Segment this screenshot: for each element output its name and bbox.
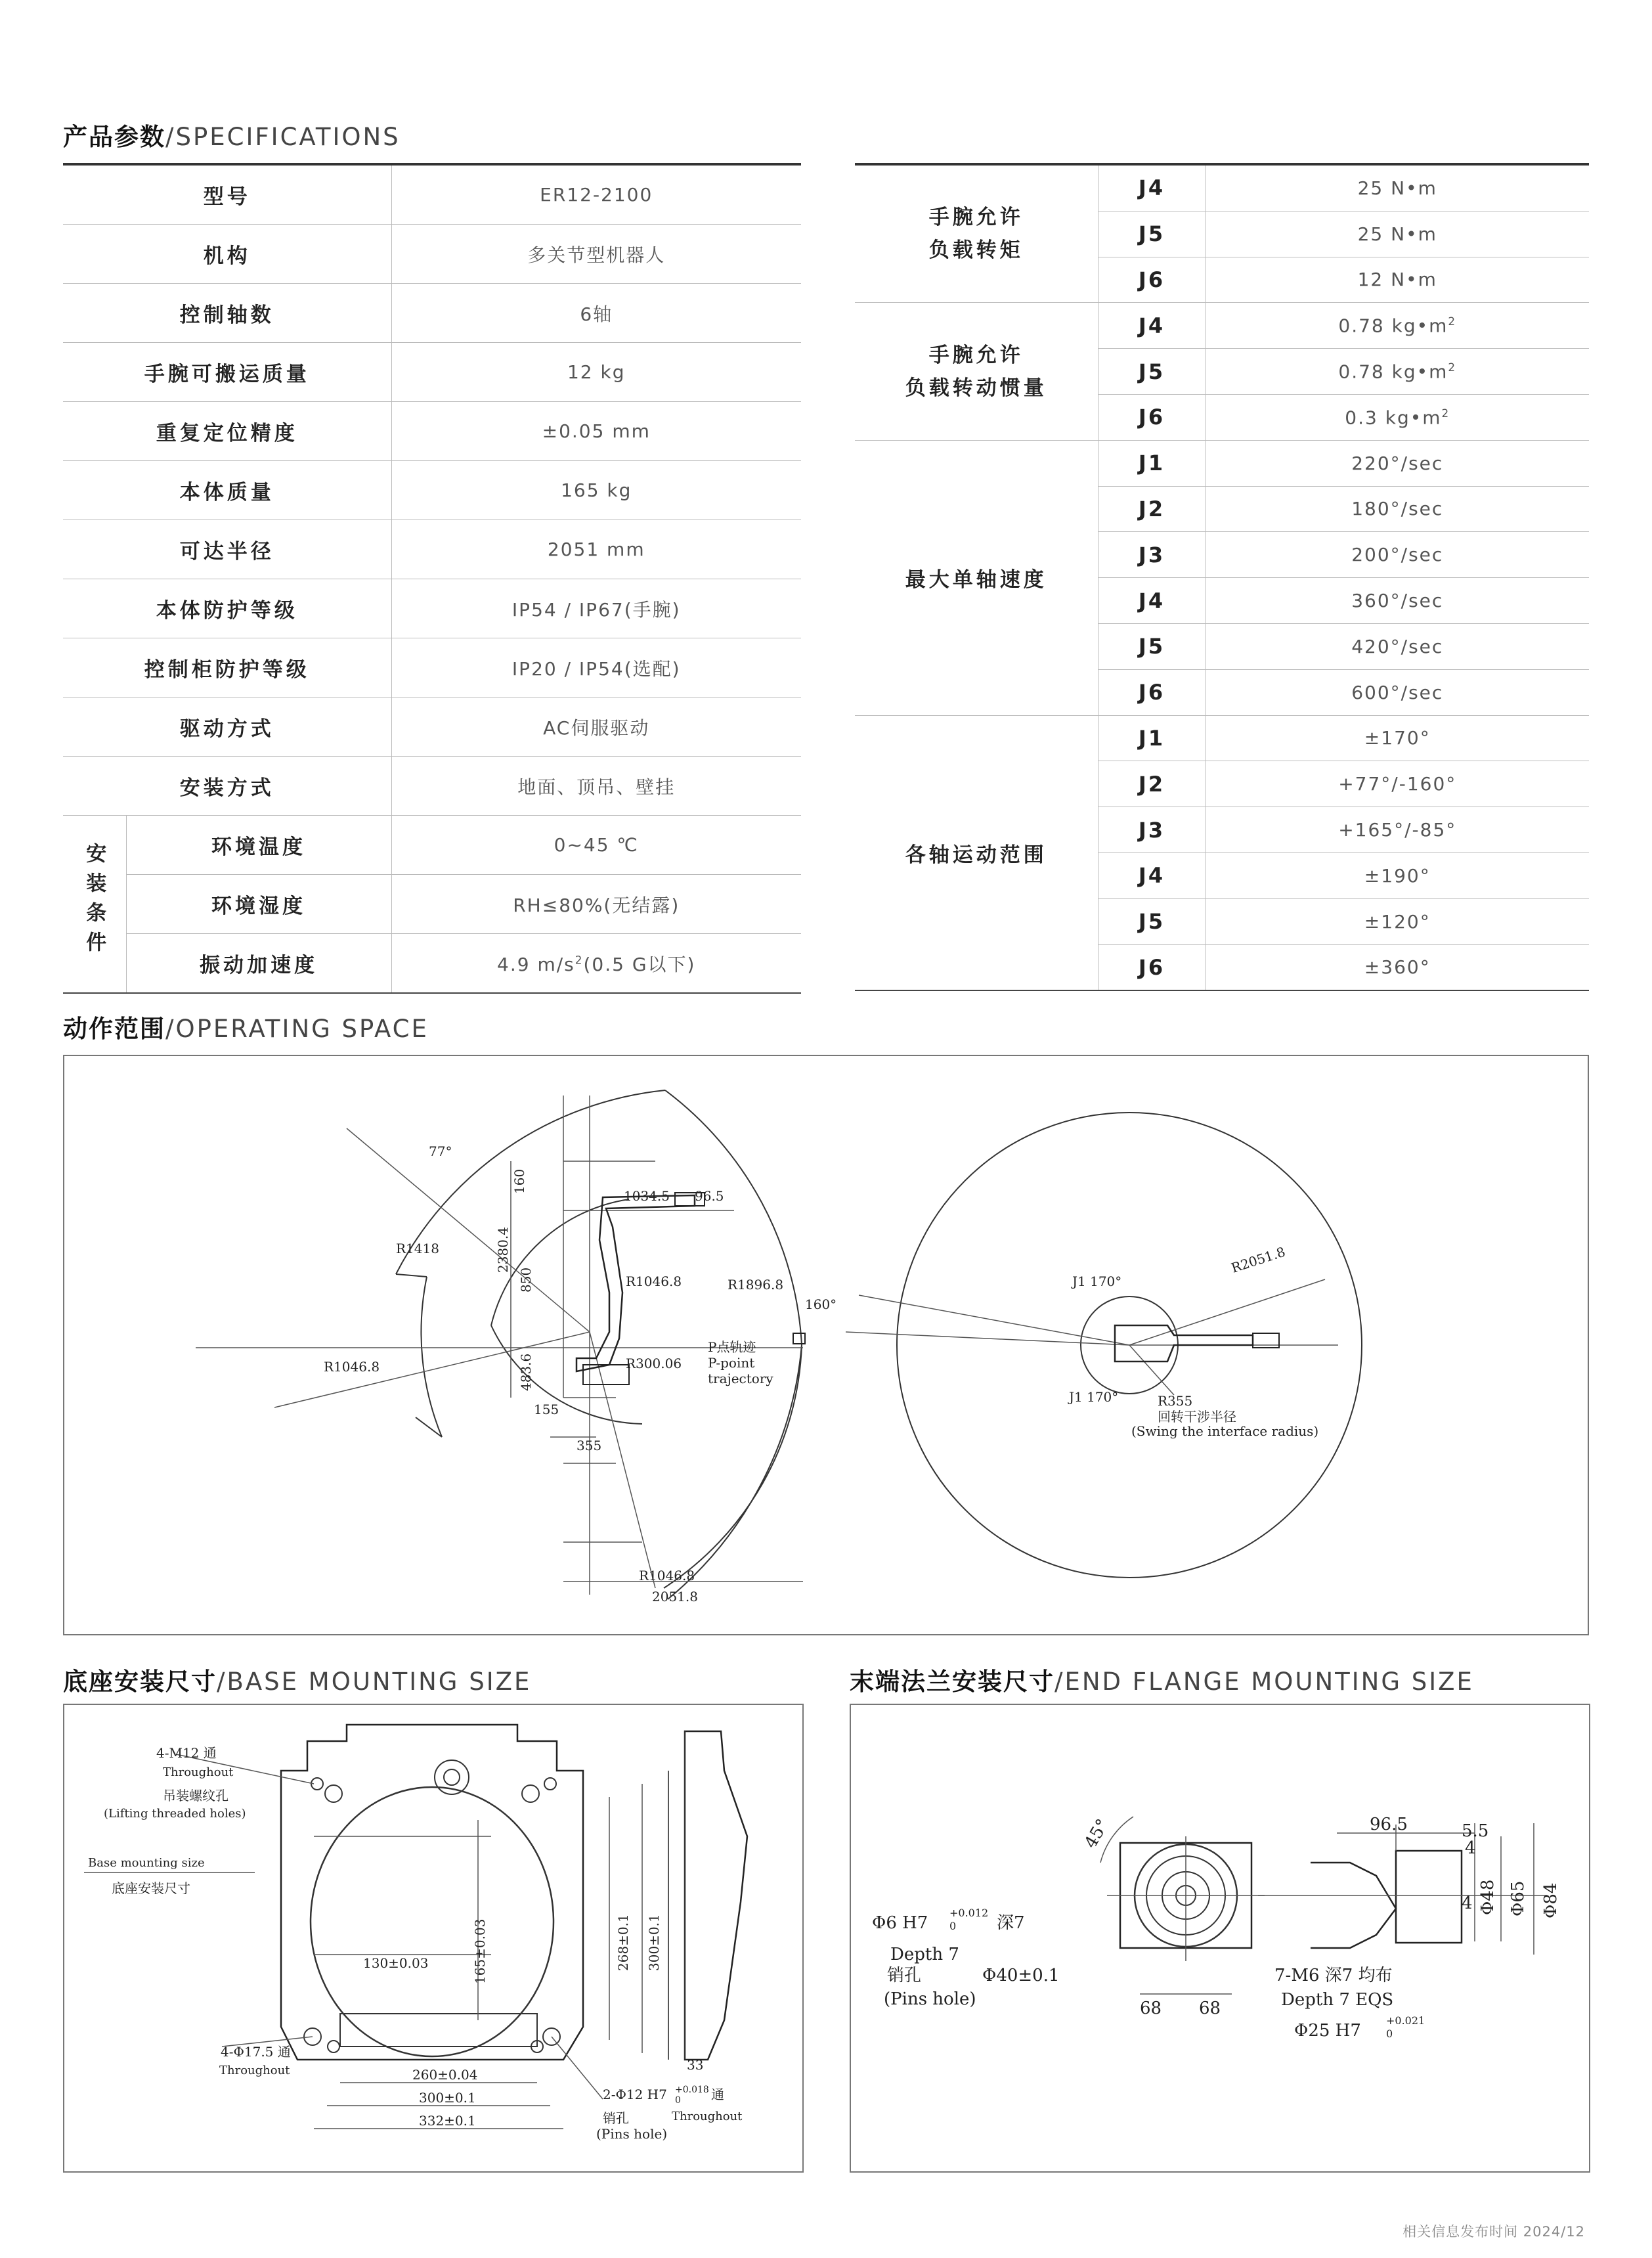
joint-value: ±190°: [1206, 852, 1589, 898]
base-drawing: [64, 1705, 802, 2171]
spec-value-post: (0.5 G以下): [583, 953, 696, 975]
inertia-label-1: 手腕允许: [928, 343, 1024, 367]
label-pin-cn: 销孔: [603, 2110, 629, 2126]
label-phi48: Φ48: [1478, 1879, 1498, 1915]
joint-value-text: 0.78 kg•m: [1338, 315, 1448, 337]
label-r1896: R1896.8: [728, 1277, 784, 1293]
spec-label: 本体质量: [63, 461, 391, 520]
joint-value: [1206, 303, 1589, 349]
inertia-group: [855, 303, 1098, 440]
base-frame: [63, 1704, 804, 2173]
spec-label: 手腕可搬运质量: [63, 343, 391, 402]
flange-title-en: /END FLANGE MOUNTING SIZE: [1054, 1668, 1474, 1696]
label-r300: R300.06: [626, 1356, 682, 1371]
spec-label: 振动加速度: [126, 934, 391, 994]
spec-value: IP20 / IP54(选配): [391, 638, 801, 697]
operating-title-en: /OPERATING SPACE: [165, 1015, 429, 1043]
label-phi25-tol-up: +0.021: [1386, 2014, 1425, 2027]
operating-title: [63, 1009, 429, 1044]
label-d55: 5.5: [1462, 1821, 1489, 1841]
spec-label: 环境温度: [126, 816, 391, 875]
base-title-cn: 底座安装尺寸: [63, 1668, 217, 1696]
spec-row: [63, 402, 801, 461]
spec-row: [63, 579, 801, 638]
label-phi6: Φ6 H7: [872, 1913, 928, 1933]
spec-label: 重复定位精度: [63, 402, 391, 461]
joint-id: J1: [1098, 715, 1206, 761]
spec-label: 驱动方式: [63, 697, 391, 757]
spec-row: [63, 757, 801, 816]
spec-row: [63, 461, 801, 520]
joint-id: J6: [1098, 257, 1206, 303]
joint-id: J4: [1098, 578, 1206, 624]
label-angle45: 45°: [1081, 1815, 1114, 1852]
label-r1046c: R1046.8: [639, 1568, 695, 1583]
specs-title-cn: 产品参数: [63, 123, 165, 151]
joint-id: J2: [1098, 761, 1206, 807]
label-d4a: 4: [1465, 1838, 1476, 1858]
joint-value: +165°/-85°: [1206, 807, 1589, 853]
flange-title: [850, 1662, 1474, 1697]
label-j1-bot: J1 170°: [1069, 1389, 1119, 1405]
label-r355: R355: [1158, 1393, 1193, 1409]
joint-value: 360°/sec: [1206, 578, 1589, 624]
label-d96: 96.5: [695, 1188, 724, 1204]
label-phi25-tol-lo: 0: [1386, 2027, 1393, 2040]
torque-label-1: 手腕允许: [928, 206, 1024, 230]
label-swing-en: (Swing the interface radius): [1131, 1423, 1319, 1439]
spec-row: [63, 284, 801, 343]
label-phi175: 4-Φ17.5 通: [221, 2044, 291, 2060]
label-d300h: 300±0.1: [419, 2090, 476, 2106]
joint-id: J6: [1098, 669, 1206, 715]
joint-value: [1206, 394, 1589, 440]
label-pin-en: (Pins hole): [596, 2126, 668, 2142]
label-p-cn: P点轨迹: [708, 1339, 756, 1355]
label-angle77: 77°: [429, 1143, 452, 1159]
label-m12: 4-M12 通: [156, 1745, 217, 1761]
spec-row: [63, 816, 801, 875]
spec-value: 2051 mm: [391, 520, 801, 579]
side-view-lines: [196, 1090, 1362, 1599]
operating-title-cn: 动作范围: [63, 1015, 165, 1043]
label-phi6-tol-lo: 0: [949, 1920, 957, 1932]
label-bms-en: Base mounting size: [88, 1856, 205, 1870]
spec-label: 控制轴数: [63, 284, 391, 343]
joint-value: 180°/sec: [1206, 486, 1589, 532]
joint-value: ±120°: [1206, 898, 1589, 944]
label-phi6-tol-up: +0.012: [949, 1907, 989, 1919]
joint-id: J5: [1098, 623, 1206, 669]
label-phi40: Φ40±0.1: [982, 1966, 1060, 1985]
label-j1-top: J1 170°: [1072, 1273, 1122, 1289]
joint-value: 200°/sec: [1206, 532, 1589, 578]
joint-id: J4: [1098, 166, 1206, 211]
spec-value: ER12-2100: [391, 166, 801, 225]
joint-id: J3: [1098, 532, 1206, 578]
label-d33: 33: [687, 2057, 704, 2073]
label-d260: 260±0.04: [412, 2067, 478, 2083]
joint-id: J5: [1098, 898, 1206, 944]
spec-label: 本体防护等级: [63, 579, 391, 638]
label-d483: 483.6: [518, 1353, 534, 1391]
flange-title-cn: 末端法兰安装尺寸: [850, 1668, 1054, 1696]
base-title-en: /BASE MOUNTING SIZE: [217, 1668, 532, 1696]
joint-value: ±170°: [1206, 715, 1589, 761]
joint-value-text: 0.3 kg•m: [1345, 407, 1442, 429]
label-d965: 96.5: [1370, 1815, 1408, 1834]
joint-id: J5: [1098, 211, 1206, 257]
joint-value: 25 N•m: [1206, 166, 1589, 211]
joint-id: J6: [1098, 394, 1206, 440]
label-phi84: Φ84: [1541, 1882, 1561, 1918]
joint-value: 600°/sec: [1206, 669, 1589, 715]
label-p-en1: P-point: [708, 1355, 755, 1371]
label-r2051: R2051.8: [1229, 1243, 1288, 1276]
label-d300v: 300±0.1: [646, 1914, 662, 1971]
joint-value: 25 N•m: [1206, 211, 1589, 257]
spec-row: [63, 875, 801, 934]
label-phi12-tol-lo: 0: [675, 2095, 681, 2106]
spec-label: 安装方式: [63, 757, 391, 816]
flange-frame: [850, 1704, 1590, 2173]
torque-group: [855, 166, 1098, 303]
joint-id: J2: [1098, 486, 1206, 532]
inertia-label-2: 负载转动惯量: [905, 376, 1047, 400]
top-view-labels: [1068, 1244, 1318, 1439]
flange-drawing: [851, 1705, 1589, 2171]
label-pin-cn: 销孔: [887, 1966, 922, 1985]
speed-group: 最大单轴速度: [855, 440, 1098, 715]
label-phi6-deep: 深7: [997, 1913, 1025, 1933]
specs-title: [63, 117, 401, 152]
joint-value-sup: 2: [1448, 360, 1457, 374]
label-depth7: Depth 7: [890, 1945, 959, 1964]
spec-value: 0~45 ℃: [391, 816, 801, 875]
label-d68a: 68: [1140, 1999, 1162, 2018]
spec-value: 地面、顶吊、壁挂: [391, 757, 801, 816]
label-d160: 160: [511, 1168, 527, 1194]
label-phi12: 2-Φ12 H7: [603, 2087, 667, 2102]
spec-value-pre: 4.9 m/s: [497, 953, 575, 975]
label-d1034: 1034.5: [624, 1188, 670, 1204]
joint-id: J5: [1098, 349, 1206, 395]
label-d2051: 2051.8: [652, 1589, 698, 1605]
joint-value: [1206, 349, 1589, 395]
operating-drawing: [64, 1056, 1588, 1634]
label-r1046b: R1046.8: [324, 1359, 380, 1375]
label-d68b: 68: [1199, 1999, 1221, 2018]
label-angle160: 160°: [805, 1296, 837, 1312]
label-d850: 850: [518, 1267, 534, 1293]
joint-value-sup: 2: [1441, 406, 1450, 420]
spec-value: 165 kg: [391, 461, 801, 520]
label-d268: 268±0.1: [615, 1914, 631, 1971]
joint-value-sup: 2: [1448, 315, 1457, 328]
spec-label: 型号: [63, 166, 391, 225]
joint-id: J1: [1098, 440, 1206, 486]
joint-id: J4: [1098, 303, 1206, 349]
spec-row: [63, 520, 801, 579]
label-m6: 7-M6 深7 均布: [1274, 1966, 1393, 1985]
side-view-labels: [324, 1143, 837, 1605]
label-d4b: 4: [1462, 1893, 1473, 1913]
label-d332: 332±0.1: [419, 2113, 476, 2129]
label-d2380: 2380.4: [495, 1227, 511, 1273]
spec-row: [63, 343, 801, 402]
label-lift-en: (Lifting threaded holes): [104, 1807, 246, 1821]
joint-value: 420°/sec: [1206, 623, 1589, 669]
label-phi12-through: 通: [711, 2087, 724, 2102]
label-phi12-tol-up: +0.018: [675, 2085, 709, 2095]
base-title: [63, 1662, 531, 1697]
label-pin-en: (Pins hole): [884, 1989, 976, 2009]
spec-label: 控制柜防护等级: [63, 638, 391, 697]
joints-table: [855, 166, 1589, 991]
install-group-label: 安装条件: [82, 843, 106, 961]
joint-value-text: 0.78 kg•m: [1338, 361, 1448, 383]
label-swing-cn: 回转干涉半径: [1158, 1409, 1236, 1425]
footer-date: 相关信息发布时间 2024/12: [1402, 2224, 1585, 2240]
spec-value: 12 kg: [391, 343, 801, 402]
label-through1: Throughout: [163, 1765, 234, 1779]
label-phi25: Φ25 H7: [1294, 2021, 1361, 2041]
specs-table: [63, 166, 801, 994]
label-r1046a: R1046.8: [626, 1273, 682, 1289]
spec-label: 环境湿度: [126, 875, 391, 934]
inner-arc: [491, 1199, 629, 1325]
torque-label-2: 负载转矩: [928, 238, 1024, 263]
label-r1418: R1418: [396, 1241, 439, 1256]
operating-frame: [63, 1055, 1589, 1635]
spec-row: [63, 934, 801, 994]
label-d130: 130±0.03: [363, 1955, 429, 1971]
spec-label: 机构: [63, 225, 391, 284]
label-d355: 355: [576, 1438, 602, 1453]
spec-value: [391, 934, 801, 994]
trajectory-arc-top: [665, 1090, 802, 1345]
label-lift-cn: 吊装螺纹孔: [163, 1788, 228, 1804]
label-bms-cn: 底座安装尺寸: [112, 1880, 190, 1896]
label-d165: 165±0.03: [472, 1918, 488, 1984]
spec-value: 多关节型机器人: [391, 225, 801, 284]
joint-id: J4: [1098, 852, 1206, 898]
spec-value: IP54 / IP67(手腕): [391, 579, 801, 638]
spec-value: ±0.05 mm: [391, 402, 801, 461]
label-p-en2: trajectory: [708, 1371, 773, 1386]
spec-row: [63, 225, 801, 284]
label-through2: Throughout: [219, 2064, 290, 2077]
specs-title-en: /SPECIFICATIONS: [165, 123, 401, 151]
spec-label: 可达半径: [63, 520, 391, 579]
spec-row: [63, 166, 801, 225]
label-d155: 155: [534, 1402, 559, 1417]
spec-row: [63, 697, 801, 757]
spec-value: RH≤80%(无结露): [391, 875, 801, 934]
label-phi65: Φ65: [1508, 1880, 1528, 1916]
joint-value: ±360°: [1206, 944, 1589, 990]
joint-id: J6: [1098, 944, 1206, 990]
range-group: 各轴运动范围: [855, 715, 1098, 990]
spec-row: [63, 638, 801, 697]
spec-value-sup: 2: [575, 953, 584, 967]
spec-value: 6轴: [391, 284, 801, 343]
install-group-cell: [63, 816, 126, 994]
joint-value: 12 N•m: [1206, 257, 1589, 303]
label-m6-en: Depth 7 EQS: [1281, 1990, 1394, 2010]
label-through3: Throughout: [672, 2110, 743, 2123]
joint-id: J3: [1098, 807, 1206, 853]
joint-value: +77°/-160°: [1206, 761, 1589, 807]
spec-value: AC伺服驱动: [391, 697, 801, 757]
joint-value: 220°/sec: [1206, 440, 1589, 486]
